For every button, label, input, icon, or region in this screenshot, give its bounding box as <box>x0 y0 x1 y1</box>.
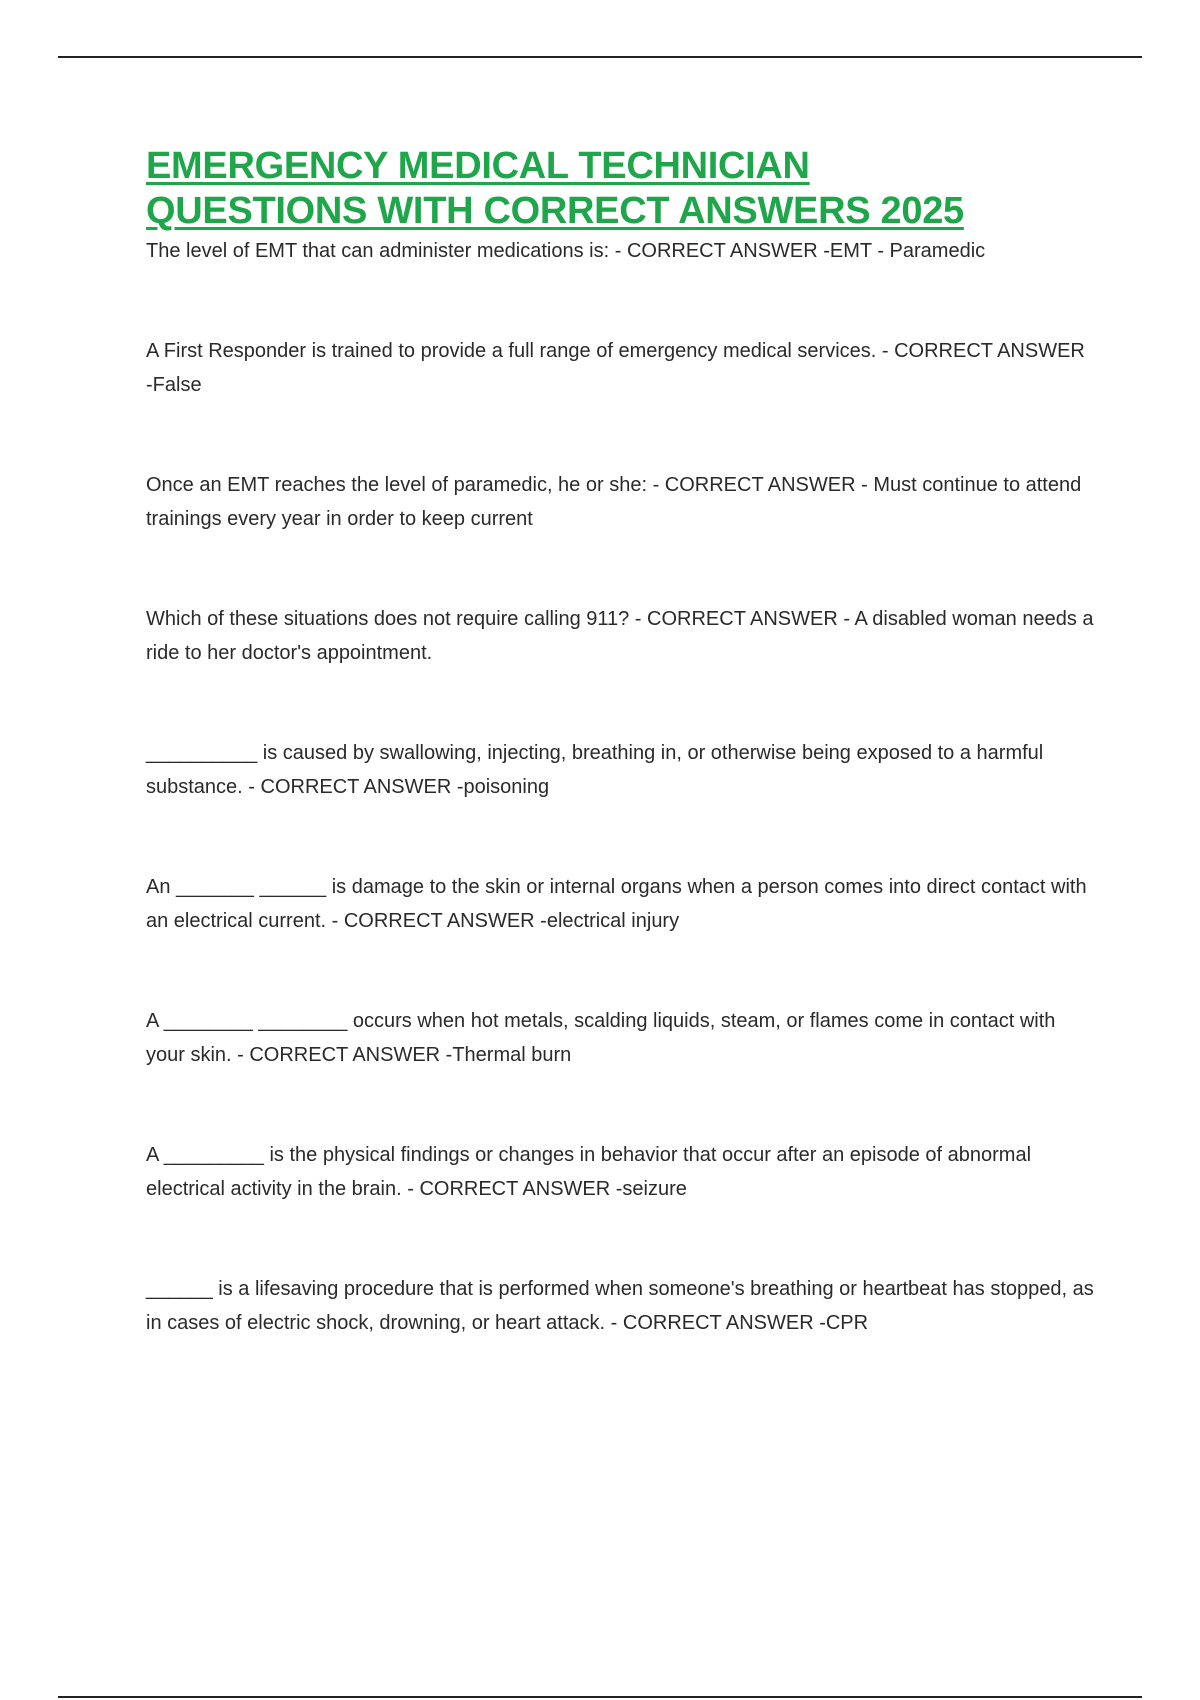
title-line-1: EMERGENCY MEDICAL TECHNICIAN <box>146 145 810 187</box>
qa-item-1: The level of EMT that can administer medications is: - CORRECT ANSWER -EMT - Paramedic <box>146 240 986 262</box>
qa-item-5: __________ is caused by swallowing, injecting, breathing in, or otherwise being exposed to a harmful substance. - CORRECT ANSWER -poisoning <box>146 742 1044 798</box>
document-title <box>146 144 1096 234</box>
qa-item-4: Which of these situations does not require calling 911? - CORRECT ANSWER - A disabled woman needs a ride to her doctor's appointment. <box>146 608 1094 664</box>
title-line-2: QUESTIONS WITH CORRECT ANSWERS 2025 <box>146 190 964 232</box>
qa-item-8: A _________ is the physical findings or changes in behavior that occur after an episode of abnormal electrical activity in the brain. - CORRECT ANSWER -seizure <box>146 1144 1032 1200</box>
qa-item-2: A First Responder is trained to provide a full range of emergency medical services. - CORRECT ANSWER -False <box>146 340 1085 396</box>
qa-item-9: ______ is a lifesaving procedure that is performed when someone's breathing or heartbeat has stopped, as in cases of electric shock, drowning, or heart attack. - CORRECT ANSWER -CPR <box>146 1278 1094 1334</box>
document-body <box>146 144 1096 1340</box>
qa-item-3: Once an EMT reaches the level of paramedic, he or she: - CORRECT ANSWER - Must continue to attend trainings every year in order to keep current <box>146 474 1082 530</box>
qa-item-7: A ________ ________ occurs when hot metals, scalding liquids, steam, or flames come in contact with your skin. - CORRECT ANSWER -Thermal burn <box>146 1010 1056 1066</box>
qa-item-6: An _______ ______ is damage to the skin or internal organs when a person comes into direct contact with an electrical current. - CORRECT ANSWER -electrical injury <box>146 876 1087 932</box>
footer-divider <box>58 1696 1142 1698</box>
header-divider <box>58 56 1142 58</box>
